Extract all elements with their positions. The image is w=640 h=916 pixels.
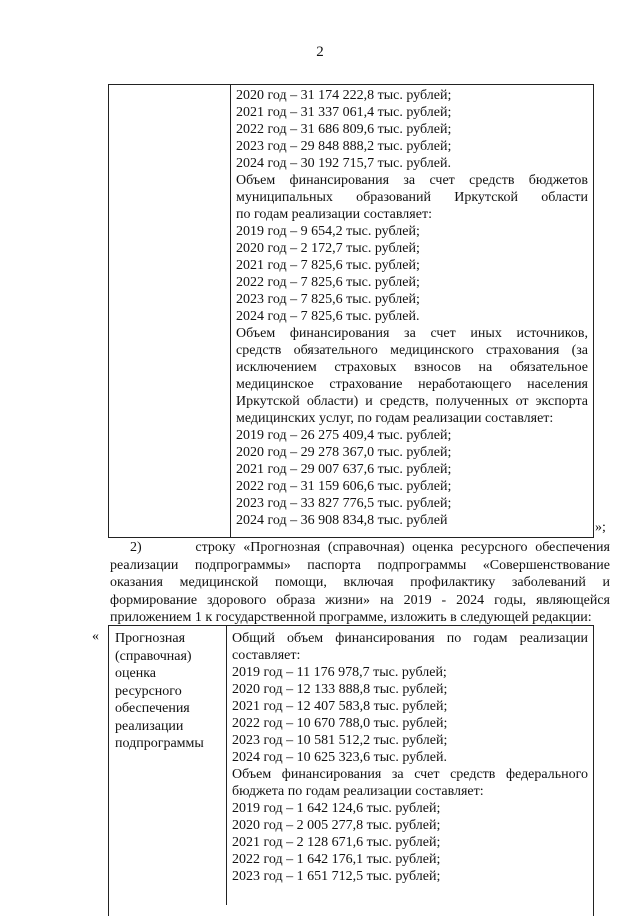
funding-line: Объем финансирования за счет средств бюджетов (236, 173, 588, 188)
funding-line: 2023 год – 7 825,6 тыс. рублей; (236, 292, 420, 307)
page-number: 2 (316, 44, 324, 60)
row-label-line: (справочная) (115, 648, 192, 664)
funding-line: медицинское страхование неработающего населения (236, 377, 588, 392)
opening-quote: « (92, 629, 99, 644)
row-label (115, 630, 223, 753)
funding-lines (236, 87, 588, 529)
funding-line: Объем финансирования за счет иных источников, (236, 326, 588, 341)
funding-line: 2021 год – 31 337 061,4 тыс. рублей; (236, 105, 452, 120)
funding-line: муниципальных образований Иркутской области (236, 190, 588, 205)
funding-line: 2019 год – 9 654,2 тыс. рублей; (236, 224, 420, 239)
funding-line: Объем финансирования за счет средств федерального (232, 767, 588, 782)
funding-line: 2024 год – 36 908 834,8 тыс. рублей (236, 513, 448, 528)
paragraph-line: оказания медицинской помощи, включая профилактику заболеваний и (110, 575, 610, 590)
funding-line: Общий объем финансирования по годам реализации (232, 631, 588, 646)
funding-line: по годам реализации составляет: (236, 207, 432, 222)
funding-line: 2020 год – 2 005 277,8 тыс. рублей; (232, 818, 441, 833)
funding-line: 2020 год – 12 133 888,8 тыс. рублей; (232, 682, 448, 697)
funding-line: исключением страховых взносов на обязательное (236, 360, 588, 375)
funding-line: 2022 год – 31 159 606,6 тыс. рублей; (236, 479, 452, 494)
table-column-divider (230, 84, 231, 538)
funding-line: 2021 год – 29 007 637,6 тыс. рублей; (236, 462, 452, 477)
row-label-line: реализации (115, 718, 184, 734)
table-column-divider (226, 625, 227, 905)
funding-line: бюджета по годам реализации составляет: (232, 784, 484, 799)
funding-line: 2024 год – 30 192 715,7 тыс. рублей. (236, 156, 451, 171)
subprogram-funding-lines (232, 630, 588, 885)
funding-line: 2021 год – 12 407 583,8 тыс. рублей; (232, 699, 448, 714)
funding-line: 2019 год – 11 176 978,7 тыс. рублей; (232, 665, 447, 680)
funding-line: 2023 год – 1 651 712,5 тыс. рублей; (232, 869, 441, 884)
paragraph-line: формирование здорового образа жизни» на 2019 - 2024 годы, являющейся (110, 592, 610, 608)
funding-line: 2023 год – 33 827 776,5 тыс. рублей; (236, 496, 452, 511)
funding-line: средств обязательного медицинского страхования (за (236, 343, 588, 358)
funding-line: 2021 год – 2 128 671,6 тыс. рублей; (232, 835, 441, 850)
row-label-line: обеспечения (115, 701, 190, 716)
funding-line: 2022 год – 10 670 788,0 тыс. рублей; (232, 716, 448, 731)
row-label-line: оценка (115, 666, 157, 681)
row-label-line: подпрограммы (115, 736, 204, 751)
funding-line: 2020 год – 2 172,7 тыс. рублей; (236, 241, 420, 256)
funding-line: составляет: (232, 648, 301, 663)
funding-line: 2024 год – 7 825,6 тыс. рублей. (236, 309, 420, 324)
funding-line: 2022 год – 31 686 809,6 тыс. рублей; (236, 122, 452, 137)
row-label-line: Прогнозная (115, 631, 186, 646)
paragraph-line: 2) строку «Прогнозная (справочная) оценка ресурсного обеспечения (130, 540, 610, 555)
funding-line: медицинских услуг, по годам реализации составляет: (236, 411, 554, 426)
funding-line: 2024 год – 10 625 323,6 тыс. рублей. (232, 750, 447, 765)
funding-line: 2022 год – 1 642 176,1 тыс. рублей; (232, 852, 441, 867)
funding-line: Иркутской области) и средств, полученных от экспорта (236, 394, 588, 409)
amendment-paragraph (110, 539, 610, 627)
row-label-line: ресурсного (115, 683, 182, 699)
funding-line: 2023 год – 10 581 512,2 тыс. рублей; (232, 733, 448, 748)
closing-quote: »; (595, 520, 606, 535)
funding-line: 2020 год – 29 278 367,0 тыс. рублей; (236, 445, 452, 460)
paragraph-line: реализации подпрограммы» паспорта подпрограммы «Совершенствование (110, 557, 610, 573)
paragraph-line: приложением 1 к государственной программе, изложить в следующей редакции: (110, 610, 592, 625)
funding-line: 2019 год – 26 275 409,4 тыс. рублей; (236, 428, 452, 443)
funding-line: 2023 год – 29 848 888,2 тыс. рублей; (236, 139, 452, 154)
funding-line: 2019 год – 1 642 124,6 тыс. рублей; (232, 801, 441, 816)
funding-line: 2021 год – 7 825,6 тыс. рублей; (236, 258, 420, 273)
funding-line: 2022 год – 7 825,6 тыс. рублей; (236, 275, 420, 290)
funding-line: 2020 год – 31 174 222,8 тыс. рублей; (236, 88, 452, 103)
